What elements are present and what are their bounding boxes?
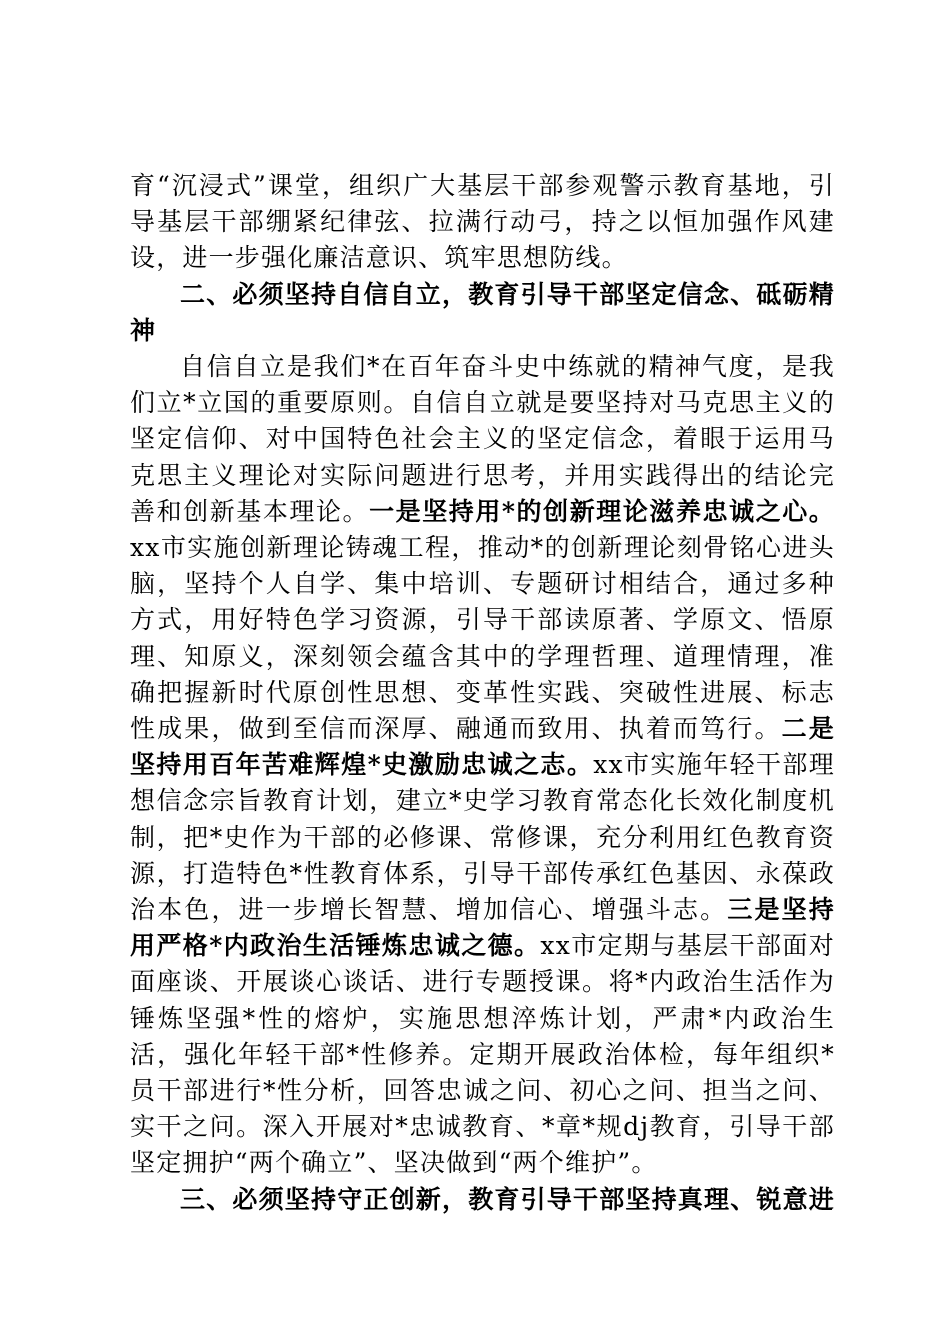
point-3-body: xx市定期与基层干部面对面座谈、开展谈心谈话、进行专题授课。将*内政治生活作为锤炼坚强*性的熔炉，实施思想淬炼计划，严肃*内政治生活，强化年轻干部*性修养。定期开展政治体检，每年组织*员干部进行*性分析，回答忠诚之问、初心之问、担当之问、实干之问。深入开展对*忠诚教育、*章*规dj教育，引导干部坚定拥护“两个确立”、坚决做到“两个维护”。 (130, 931, 835, 1178)
point-2-title: 二是坚持用百年苦难辉煌*史激励忠诚之志。 (130, 714, 835, 780)
point-3-title: 三是坚持用严格*内政治生活锤炼忠诚之德。 (130, 895, 835, 961)
document-page (130, 168, 835, 1218)
section-heading-2: 二、必须坚持自信自立，教育引导干部坚定信念、砥砺精神 (130, 279, 836, 345)
point-1-body: xx市实施创新理论铸魂工程，推动*的创新理论刻骨铭心进头脑，坚持个人自学、集中培训、专题研讨相结合，通过多种方式，用好特色学习资源，引导干部读原著、学原文、悟原理、知原义，深刻领会蕴含其中的学理哲理、道理情理，准确把握新时代原创性思想、变革性实践、突破性进展、标志性成果，做到至信而深厚、融通而致用、执着而笃行。 (130, 533, 835, 744)
point-1-title: 一是坚持用*的创新理论滋养忠诚之心。 (369, 496, 835, 526)
paragraph-section-2 (130, 349, 835, 1182)
section-heading-3: 三、必须坚持守正创新，教育引导干部坚持真理、锐意进 (180, 1184, 836, 1214)
point-2-body: xx市实施年轻干部理想信念宗旨教育计划，建立*史学习教育常态化长效化制度机制，把*史作为干部的必修课、常修课，充分利用红色教育资源，打造特色*性教育体系，引导干部传承红色基因、永葆政治本色，进一步增长智慧、增加信心、增强斗志。 (130, 750, 835, 925)
paragraph-continued: 育“沉浸式”课堂，组织广大基层干部参观警示教育基地，引导基层干部绷紧纪律弦、拉满行动弓，持之以恒加强作风建设，进一步强化廉洁意识、筑牢思想防线。 (130, 171, 835, 273)
paragraph-intro: 自信自立是我们*在百年奋斗史中练就的精神气度，是我们立*立国的重要原则。自信自立就是要坚持对马克思主义的坚定信仰、对中国特色社会主义的坚定信念，着眼于运用马克思主义理论对实际问题进行思考，并用实践得出的结论完善和创新基本理论。 (130, 352, 835, 526)
